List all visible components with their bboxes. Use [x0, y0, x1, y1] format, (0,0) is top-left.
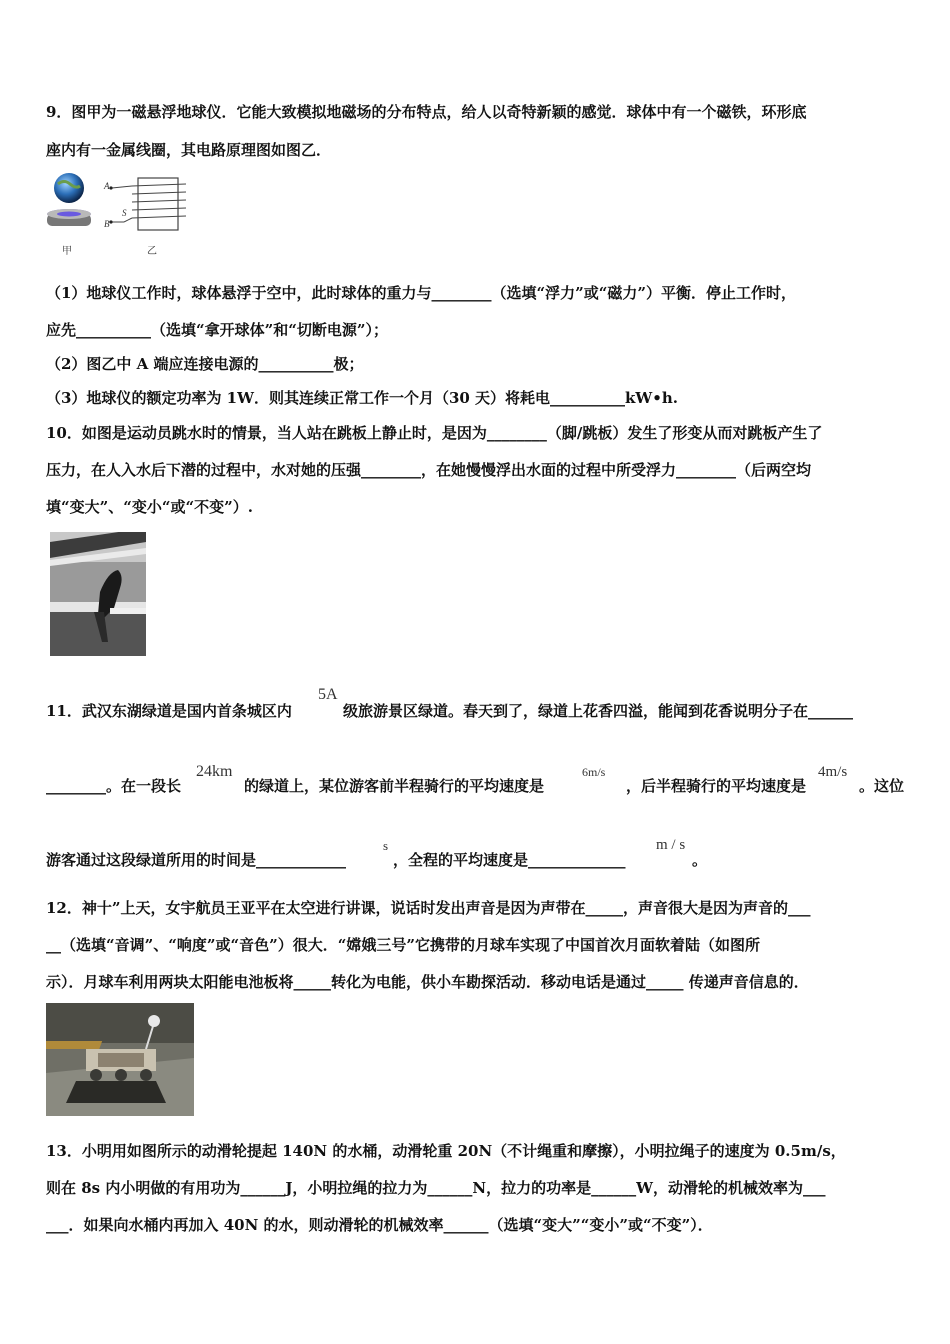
q12-line-2: __（选填“音调”、“响度”或“音色”）很大．“嫦娥三号”它携带的月球车实现了中国首次月面软着陆（如图所 [46, 936, 761, 954]
lunar-rover-photo [46, 1003, 194, 1116]
speed-first-half-formula: 6m/s [582, 765, 606, 779]
unit-seconds-formula: s [383, 838, 389, 853]
unit-speed-formula: m / s [656, 837, 686, 853]
q11-line-3-text-c: 。 [692, 851, 708, 869]
q11-line-1-text-a: 11．武汉东湖绿道是国内首条城区内 [46, 702, 292, 720]
q10-line-1: 10．如图是运动员跳水时的情景，当人站在跳板上静止时，是因为________（脚/跳板）发生了形变从而对跳板产生了 [46, 424, 823, 442]
q9-figure [44, 170, 194, 258]
q11-line-1 [46, 701, 292, 721]
q11-line-2-text-a: ________。在一段长 [46, 777, 182, 795]
q11-line-1-text-b: 级旅游景区绿道。春天到了，绿道上花香四溢，能闻到花香说明分子在______ [343, 702, 854, 720]
q13-line-2: 则在 8s 内小明做的有用功为______J，小明拉绳的拉力为______N，拉力的功率是______W，动滑轮的机械效率为___ [46, 1179, 826, 1197]
q9-line-1: 9．图甲为一磁悬浮地球仪．它能大致模拟地磁场的分布特点，给人以奇特新颖的感觉．球体中有一个磁铁，环形底 [46, 103, 807, 121]
coil-circuit-diagram [104, 170, 194, 240]
q11-line-2-text-b: 的绿道上，某位游客前半程骑行的平均速度是 [244, 777, 545, 795]
q9-part1-line-1: （1）地球仪工作时，球体悬浮于空中，此时球体的重力与________（选填“浮力”或“磁力”）平衡．停止工作时， [46, 284, 796, 302]
q11-line-3-text-a: 游客通过这段绿道所用的时间是____________ [46, 851, 347, 869]
diver-photo [50, 532, 146, 656]
speed-second-half-formula: 4m/s [818, 764, 848, 780]
greenway-length-formula: 24km [196, 763, 233, 780]
q9-part2: （2）图乙中 A 端应连接电源的__________极； [46, 355, 364, 373]
scenic-grade-formula: 5A [318, 686, 338, 703]
q12-line-3: 示）．月球车利用两块太阳能电池板将_____转化为电能，供小车勘探活动．移动电话是通过_____ 传递声音信息的． [46, 973, 809, 991]
terminal-a-label: A [104, 181, 110, 191]
terminal-b-label: B [104, 219, 110, 229]
q9-line-2: 座内有一金属线圈，其电路原理图如图乙． [46, 141, 332, 159]
q11-line-2-text-c: ，后半程骑行的平均速度是 [626, 777, 807, 795]
q9-part1-line-2: 应先__________（选填“拿开球体”和“切断电源”）； [46, 321, 389, 339]
q13-line-1: 13．小明用如图所示的动滑轮提起 140N 的水桶，动滑轮重 20N（不计绳重和摩擦），小明拉绳子的速度为 0.5m/s， [46, 1142, 846, 1160]
q11-line-3-text-b: ，全程的平均速度是_____________ [393, 851, 626, 869]
q13-line-3: ___．如果向水桶内再加入 40N 的水，则动滑轮的机械效率______（选填“变大”“变小”或“不变”）． [46, 1216, 713, 1234]
switch-s-label: S [122, 208, 127, 218]
q9-part3: （3）地球仪的额定功率为 1W．则其连续正常工作一个月（30 天）将耗电__________kW•h. [46, 389, 678, 407]
q10-line-3: 填“变大”、“变小“或“不变”）. [46, 498, 253, 516]
q11-line-2-text-d: 。这位 [859, 777, 905, 795]
figure-label-jia: 甲 [62, 246, 72, 257]
q12-line-1: 12．神十”上天，女宇航员王亚平在太空进行讲课，说话时发出声音是因为声带在_____，声音很大是因为声音的___ [46, 899, 811, 917]
figure-label-yi: 乙 [147, 246, 157, 257]
q10-line-2: 压力，在人入水后下潜的过程中，水对她的压强________，在她慢慢浮出水面的过程中所受浮力________（后两空均 [46, 461, 812, 479]
